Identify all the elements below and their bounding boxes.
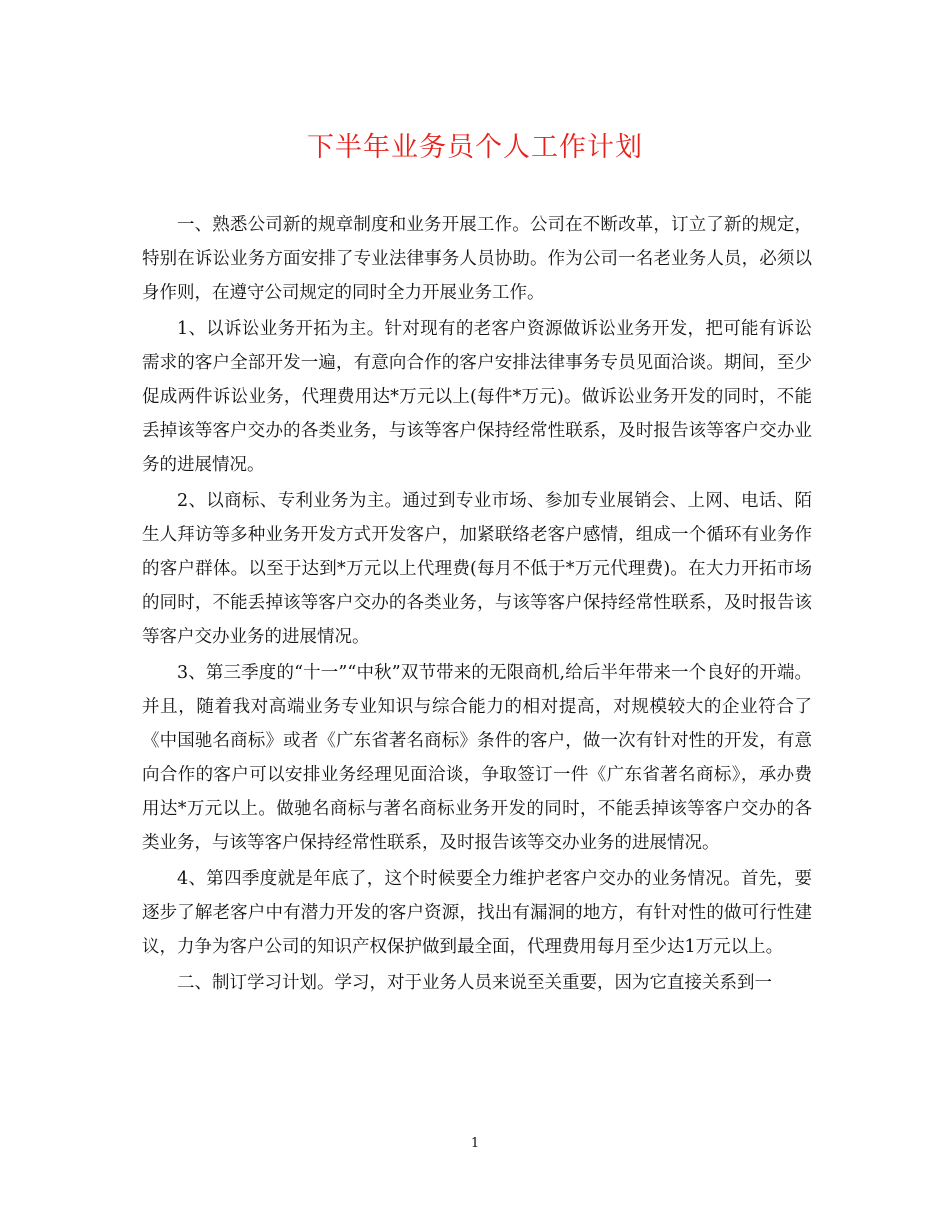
paragraph: 二、制订学习计划。学习，对于业务人员来说至关重要，因为它直接关系到一: [177, 973, 772, 993]
document-body: [142, 208, 812, 1002]
paragraph: 3、第三季度的“十一”“中秋”双节带来的无限商机,给后半年带来一个良好的开端。并且，随着我对高端业务专业知识与综合能力的相对提高，对规模较大的企业符合了《中国驰名商标》或者《广东省著名商标》条件的客户，做一次有针对性的开发，有意向合作的客户可以安排业务经理见面洽谈，争取签订一件《广东省著名商标》，承办费用达*万元以上。做驰名商标与著名商标业务开发的同时，不能丢掉该等客户交办的各类业务，与该等客户保持经常性联系，及时报告该等交办业务的进展情况。: [142, 663, 812, 853]
paragraph: 一、熟悉公司新的规章制度和业务开展工作。公司在不断改革，订立了新的规定，特别在诉讼业务方面安排了专业法律事务人员协助。作为公司一名老业务人员，必须以身作则，在遵守公司规定的同时全力开展业务工作。: [142, 215, 812, 303]
page-number: 1: [470, 1136, 480, 1151]
paragraph: 1、以诉讼业务开拓为主。针对现有的老客户资源做诉讼业务开发，把可能有诉讼需求的客户全部开发一遍，有意向合作的客户安排法律事务专员见面洽谈。期间，至少促成两件诉讼业务，代理费用达*万元以上(每件*万元)。做诉讼业务开发的同时，不能丢掉该等客户交办的各类业务，与该等客户保持经常性联系，及时报告该等客户交办业务的进展情况。: [142, 319, 812, 475]
document-title: 下半年业务员个人工作计划: [307, 132, 643, 163]
paragraph: 2、以商标、专利业务为主。通过到专业市场、参加专业展销会、上网、电话、陌生人拜访等多种业务开发方式开发客户，加紧联络老客户感情，组成一个循环有业务作的客户群体。以至于达到*万元以上代理费(每月不低于*万元代理费)。在大力开拓市场的同时，不能丢掉该等客户交办的各类业务，与该等客户保持经常性联系，及时报告该等客户交办业务的进展情况。: [142, 491, 812, 647]
paragraph: 4、第四季度就是年底了，这个时候要全力维护老客户交办的业务情况。首先，要逐步了解老客户中有潜力开发的客户资源，找出有漏洞的地方，有针对性的做可行性建议，力争为客户公司的知识产权保护做到最全面，代理费用每月至少达1万元以上。: [142, 869, 812, 957]
